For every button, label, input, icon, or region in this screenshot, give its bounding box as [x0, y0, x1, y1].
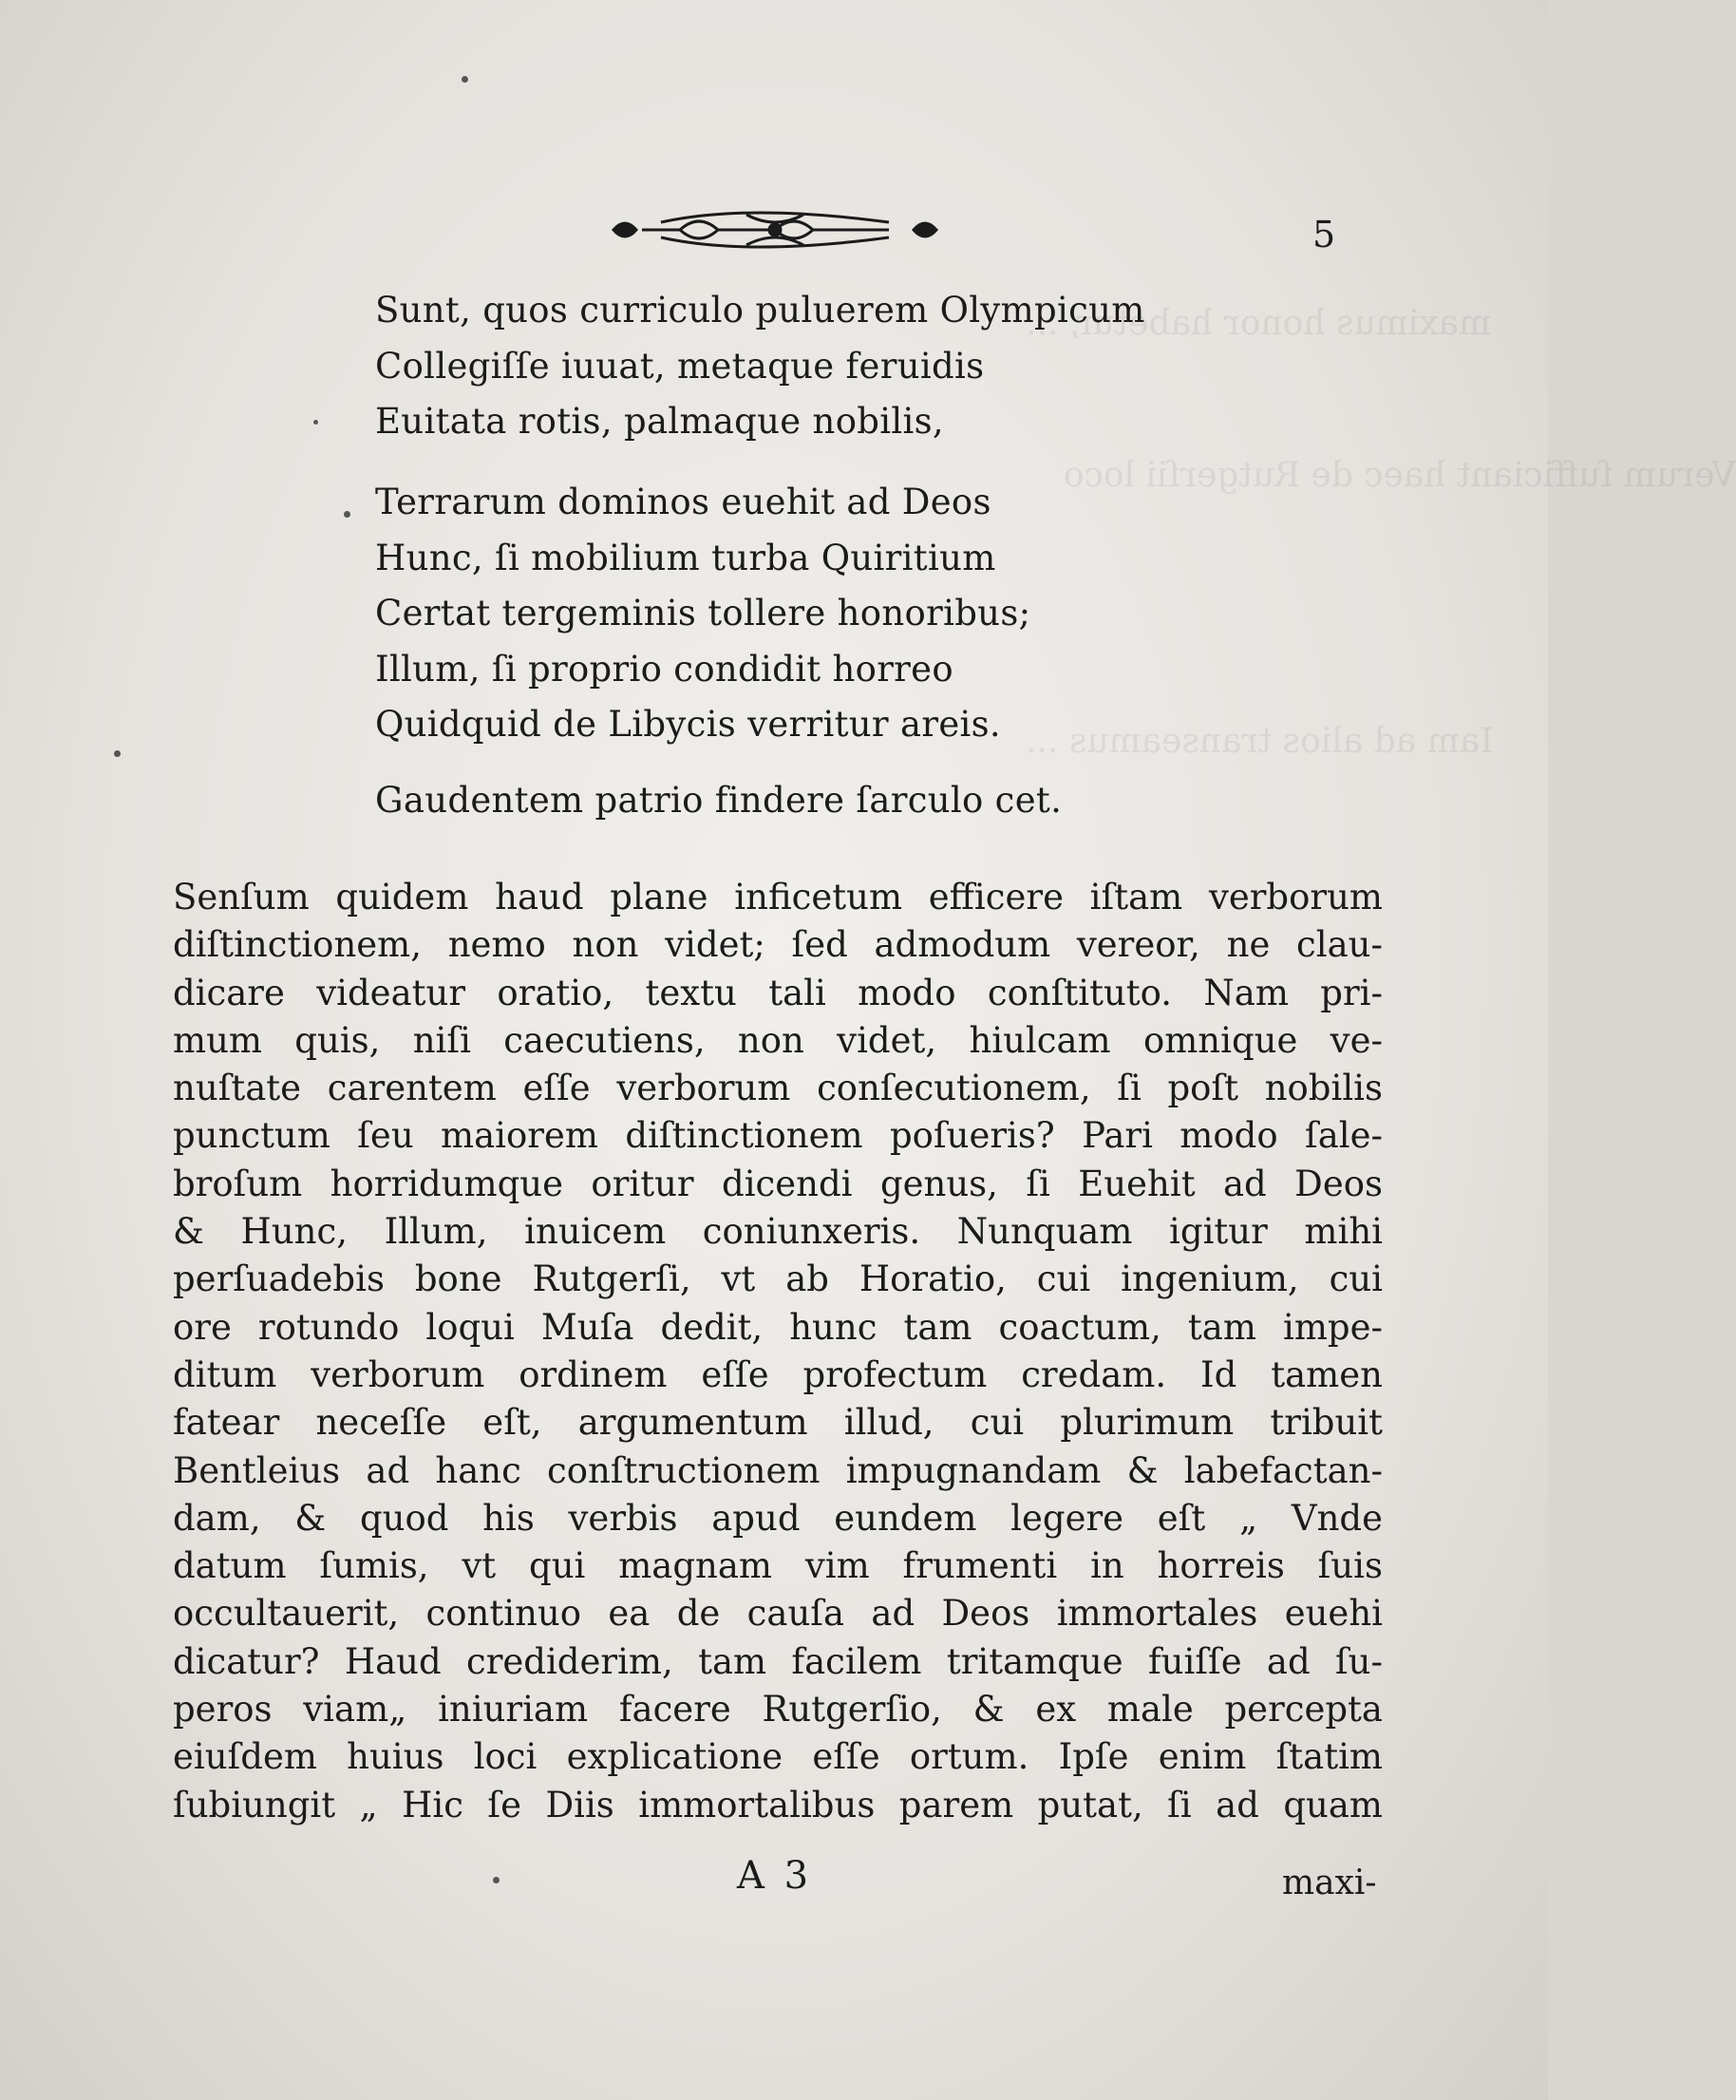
ink-speck	[462, 76, 468, 83]
bleed-through-text: Verum ſufficiant haec de Rutgerſii loco	[1064, 456, 1736, 495]
ink-speck	[313, 420, 318, 425]
prose-line: ore rotundo loqui Muſa dedit, hunc tam coactum, tam impe-	[173, 1306, 1383, 1348]
prose-line: & Hunc, Illum, inuicem coniunxeris. Nunquam igitur mihi	[173, 1211, 1383, 1253]
verse-stanza-2	[375, 475, 1230, 753]
prose-line: fatear neceſſe eſt, argumentum illud, cui plurimum tribuit	[173, 1402, 1383, 1444]
ink-speck	[344, 511, 350, 518]
verse-line: Hunc, ſi mobilium turba Quiritium	[375, 537, 996, 578]
decorative-ornament	[604, 201, 946, 258]
prose-line: broſum horridumque oritur dicendi genus, ſi Euehit ad Deos	[173, 1163, 1383, 1204]
prose-line: dicatur? Haud crediderim, tam facilem tritamque fuiſſe ad ſu-	[173, 1640, 1383, 1682]
catchword: maxi-	[1282, 1864, 1377, 1902]
prose-line: diſtinctionem, nemo non videt; ſed admodum vereor, ne clau-	[173, 924, 1383, 966]
prose-line: occultauerit, continuo ea de cauſa ad Deos immortales euehi	[173, 1593, 1383, 1635]
verse-stanza-3	[375, 773, 1230, 829]
prose-line: Bentleius ad hanc conſtructionem impugnandam & labefactan-	[173, 1449, 1383, 1491]
ink-speck	[493, 1877, 500, 1883]
prose-line: Senſum quidem haud plane inficetum efficere iſtam verborum	[173, 877, 1383, 918]
prose-line: eiuſdem huius loci explicatione eſſe ortum. Ipſe enim ſtatim	[173, 1736, 1383, 1778]
bleed-through-text: maximus honor habetur, ...	[1026, 304, 1492, 343]
prose-line: mum quis, niſi caecutiens, non videt, hiulcam omnique ve-	[173, 1019, 1383, 1061]
verse-line: Gaudentem patrio findere ſarculo cet.	[375, 780, 1063, 821]
verse-line: Terrarum dominos euehit ad Deos	[375, 482, 991, 522]
prose-line: ditum verborum ordinem eſſe profectum credam. Id tamen	[173, 1353, 1383, 1395]
prose-line: nuſtate carentem eſſe verborum conſecutionem, ſi poſt nobilis	[173, 1068, 1383, 1109]
bleed-through-text: Iam ad alios transeamus ...	[1026, 722, 1494, 761]
verse-stanza-1	[375, 283, 1230, 450]
page-number: 5	[1312, 214, 1336, 255]
prose-line: datum ſumis, vt qui magnam vim frumenti in horreis ſuis	[173, 1545, 1383, 1587]
prose-paragraph	[173, 874, 1383, 1829]
verse-line: Illum, ſi proprio condidit horreo	[375, 648, 953, 690]
verse-line: Euitata rotis, palmaque nobilis,	[375, 401, 944, 442]
prose-line: dicare videatur oratio, textu tali modo conſtituto. Nam pri-	[173, 972, 1383, 1013]
verse-line: Certat tergeminis tollere honoribus;	[375, 593, 1031, 634]
verse-line: Sunt, quos curriculo puluerem Olympicum	[375, 290, 1145, 331]
prose-line: dam, & quod his verbis apud eundem legere eſt „ Vnde	[173, 1497, 1383, 1539]
prose-line: peros viam„ iniuriam facere Rutgerſio, & ex male percepta	[173, 1689, 1383, 1731]
ink-speck	[114, 750, 121, 757]
verse-line: Quidquid de Libycis verritur areis.	[375, 704, 1001, 745]
prose-line: ſubiungit „ Hic ſe Diis immortalibus parem putat, ſi ad quam	[173, 1784, 1383, 1826]
verse-line: Collegiſſe iuuat, metaque feruidis	[375, 345, 985, 387]
signature-mark: A 3	[737, 1854, 813, 1898]
prose-line: punctum ſeu maiorem diſtinctionem poſueris? Pari modo ſale-	[173, 1115, 1383, 1157]
prose-line: perſuadebis bone Rutgerſi, vt ab Horatio, cui ingenium, cui	[173, 1258, 1383, 1300]
